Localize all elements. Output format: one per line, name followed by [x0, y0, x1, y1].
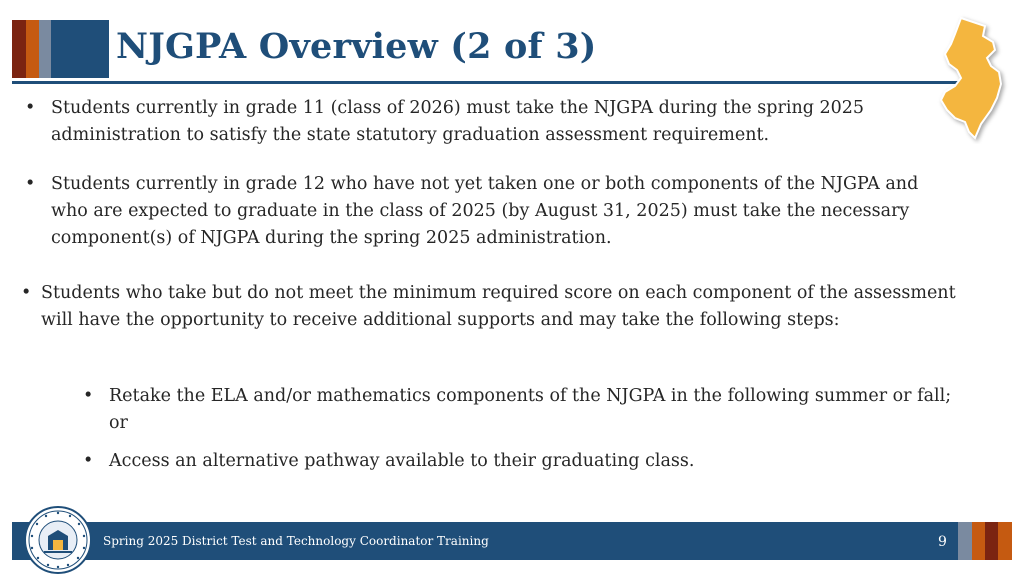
sub-bullet-retake [83, 383, 959, 437]
new-jersey-map-icon [935, 14, 1011, 144]
bullet-text: Students who take but do not meet the minimum required score on each component of the assessment will have the opportunity to receive additional supports and may take the following steps: [41, 283, 956, 330]
sub-bullet-alternative-pathway [83, 448, 959, 475]
bullet-grade-12 [25, 171, 931, 252]
nj-department-of-education-seal-icon [24, 506, 92, 574]
bullet-marker: • [83, 451, 94, 471]
footer-text: Spring 2025 District Test and Technology Coordinator Training [103, 534, 489, 548]
bullet-text: Access an alternative pathway available to their graduating class. [109, 451, 695, 471]
bullet-marker: • [83, 386, 94, 406]
bullet-text: Students currently in grade 12 who have not yet taken one or both components of the NJGPA and who are expected to graduate in the class of 2025 (by August 31, 2025) must take the necessary component(s) of NJGPA during the spring 2025 administration. [51, 174, 919, 248]
bullet-text: Students currently in grade 11 (class of 2026) must take the NJGPA during the spring 2025 administration to satisfy the state statutory graduation assessment requirement. [51, 98, 865, 145]
title-divider [12, 81, 967, 84]
bullet-retake-steps [21, 280, 961, 334]
bullet-marker: • [21, 283, 32, 303]
bullet-grade-11 [25, 95, 921, 149]
page-number: 9 [938, 534, 947, 550]
bullet-text: Retake the ELA and/or mathematics components of the NJGPA in the following summer or fall; or [109, 386, 952, 433]
bullet-marker: • [25, 174, 36, 194]
page-title: NJGPA Overview (2 of 3) [116, 26, 597, 67]
bullet-marker: • [25, 98, 36, 118]
footer-accent-stripes [958, 522, 1012, 560]
title-accent-stripes [12, 20, 109, 78]
